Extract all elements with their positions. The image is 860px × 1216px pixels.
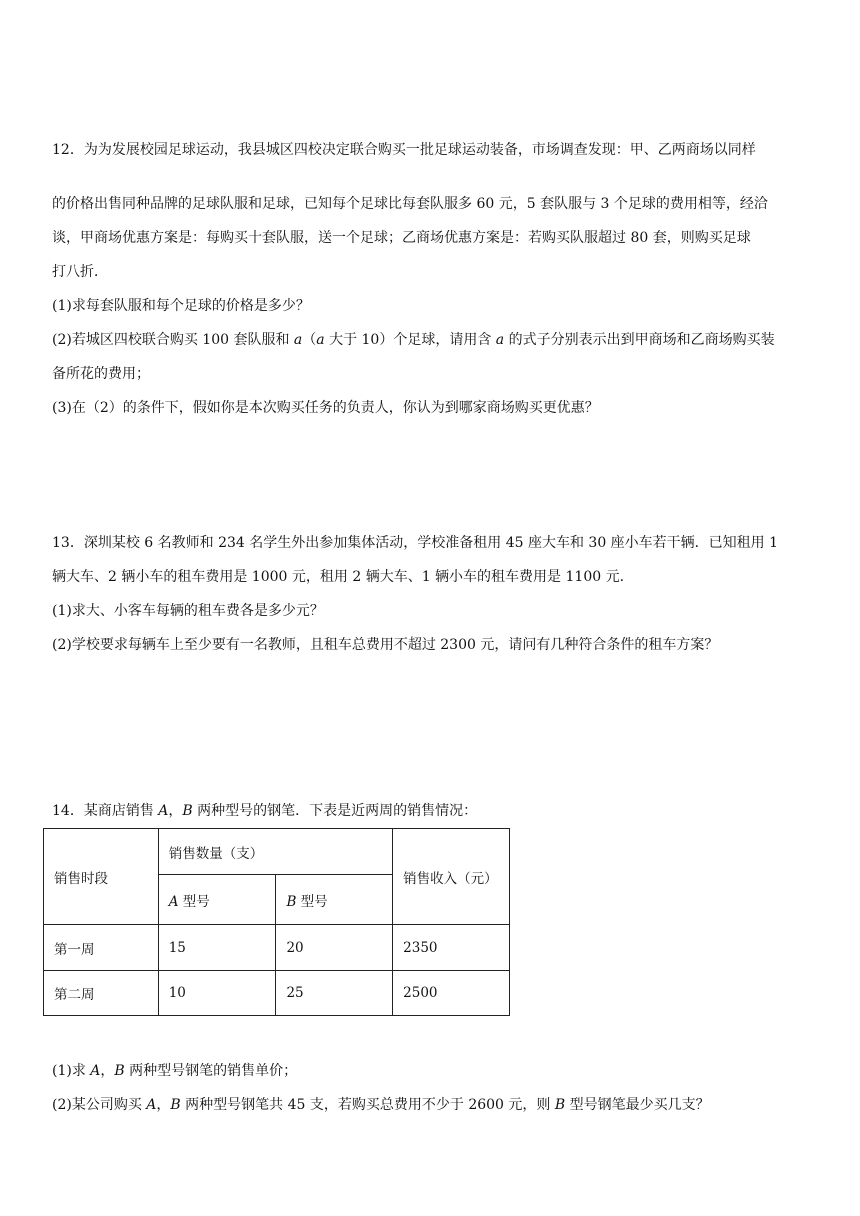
q12-part-2-text-b: （ xyxy=(302,332,317,348)
q13-part-2: (2)学校要求每辆车上至少要有一名教师，且租车总费用不超过 2300 元，请问有几种符合条件的租车方案？ xyxy=(52,637,719,653)
subheader-a-suffix: 型号 xyxy=(178,893,210,910)
cell-income: 2350 xyxy=(393,925,510,971)
q14-part-2-text-a: (2)某公司购买 xyxy=(52,1097,147,1113)
var-A: A xyxy=(168,893,179,910)
cell-b-qty: 25 xyxy=(276,971,393,1016)
sales-table xyxy=(43,828,510,1016)
subheader-b-suffix: 型号 xyxy=(296,893,328,910)
q12-part-3: (3)在（2）的条件下，假如你是本次购买任务的负责人，你认为到哪家商场购买更优惠？ xyxy=(52,400,599,416)
var-B: B xyxy=(286,893,297,910)
q14-part-2-text-c: 型号钢笔最少买几支？ xyxy=(565,1097,710,1113)
q14-intro-text-a: 14．某商店销售 xyxy=(52,803,159,819)
var-B: B xyxy=(170,1097,181,1113)
var-A: A xyxy=(90,1063,101,1079)
q12-part-1: (1)求每套队服和每个足球的价格是多少？ xyxy=(52,298,310,314)
separator: ， xyxy=(168,803,183,819)
table-row xyxy=(44,925,510,971)
q13-line-1: 13．深圳某校 6 名教师和 234 名学生外出参加集体活动，学校准备租用 45 座大车和 30 座小车若干辆．已知租用 1 xyxy=(52,535,779,551)
separator: ， xyxy=(100,1063,115,1079)
cell-a-qty: 15 xyxy=(158,925,276,971)
q12-part-2-line-2: 备所花的费用； xyxy=(52,366,150,382)
var-a: a xyxy=(316,332,325,348)
cell-income: 2500 xyxy=(393,971,510,1016)
separator: ， xyxy=(156,1097,171,1113)
q14-part-2-text-b: 两种型号钢笔共 45 支，若购买总费用不少于 2600 元，则 xyxy=(180,1097,555,1113)
q13-line-2: 辆大车、2 辆小车的租车费用是 1000 元，租用 2 辆大车、1 辆小车的租车费用是 1100 元． xyxy=(52,569,634,585)
var-B: B xyxy=(182,803,193,819)
var-B: B xyxy=(554,1097,566,1113)
header-period: 销售时段 xyxy=(44,829,159,925)
q12-part-2 xyxy=(52,330,775,350)
q13-part-1: (1)求大、小客车每辆的租车费各是多少元？ xyxy=(52,603,324,619)
var-a: a xyxy=(293,332,303,348)
q12-line-2: 的价格出售同种品牌的足球队服和足球，已知每个足球比每套队服多 60 元，5 套队服与 3 个足球的费用相等，经洽 xyxy=(52,196,768,212)
q14-part-1-text-b: 两种型号钢笔的销售单价； xyxy=(124,1063,298,1079)
var-A: A xyxy=(146,1097,157,1113)
header-income: 销售收入（元） xyxy=(393,829,510,925)
cell-period: 第二周 xyxy=(44,971,159,1016)
var-A: A xyxy=(158,803,169,819)
var-a: a xyxy=(495,332,505,348)
q12-line-1: 12．为为发展校园足球运动，我县城区四校决定联合购买一批足球运动装备，市场调查发现：甲、乙两商场以同样 xyxy=(52,142,756,158)
q12-line-4: 打八折． xyxy=(52,264,108,280)
subheader-a xyxy=(158,875,276,925)
cell-a-qty: 10 xyxy=(158,971,276,1016)
q14-part-2 xyxy=(52,1095,710,1115)
table-header-row xyxy=(44,829,510,875)
q14-intro xyxy=(52,801,477,821)
q12-part-2-text-a: (2)若城区四校联合购买 100 套队服和 xyxy=(52,332,294,348)
q12-line-3: 谈，甲商场优惠方案是：每购买十套队服，送一个足球；乙商场优惠方案是：若购买队服超过 80 套，则购买足球 xyxy=(52,230,751,246)
cell-period: 第一周 xyxy=(44,925,159,971)
q12-part-2-text-c: 大于 10）个足球，请用含 xyxy=(324,332,496,348)
q14-intro-text-b: 两种型号的钢笔．下表是近两周的销售情况： xyxy=(192,803,478,819)
header-quantity: 销售数量（支） xyxy=(158,829,392,875)
q14-part-1 xyxy=(52,1061,297,1081)
var-B: B xyxy=(114,1063,125,1079)
subheader-b xyxy=(276,875,393,925)
table-row xyxy=(44,971,510,1016)
q12-part-2-text-d: 的式子分别表示出到甲商场和乙商场购买装 xyxy=(504,332,775,348)
q14-part-1-text-a: (1)求 xyxy=(52,1063,91,1079)
cell-b-qty: 20 xyxy=(276,925,393,971)
